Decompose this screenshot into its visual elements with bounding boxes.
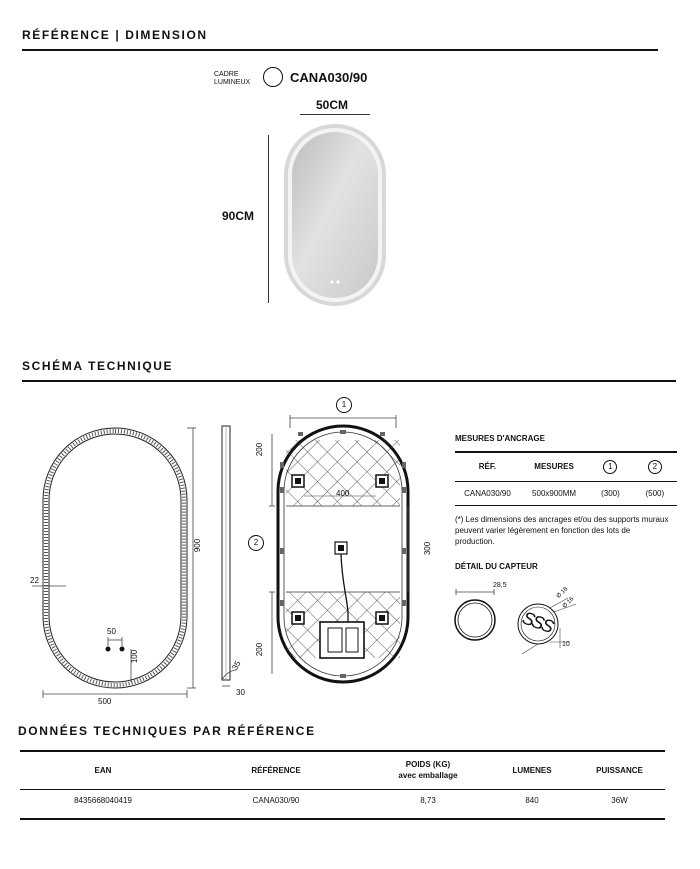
tech-header-row: [20, 752, 665, 789]
sensor-logo-icon: SSS: [519, 607, 555, 637]
width-label: 50CM: [316, 98, 349, 112]
table-bottom-rule: [20, 818, 665, 820]
anchorage-header-mesures: MESURES: [534, 462, 574, 472]
height-dimension-line: [268, 135, 269, 303]
front-height-dim: 900: [193, 538, 203, 553]
front-width-dim: 500: [98, 697, 112, 706]
offset-dim: 22: [30, 576, 39, 585]
tech-header-lumenes: LUMENES: [512, 765, 552, 775]
capteur-d18-dim: Ø 18: [555, 586, 570, 600]
callout-1-icon: 1: [603, 460, 617, 474]
callout-2-icon: 2: [248, 535, 264, 551]
anchor-top-dim: 200: [255, 442, 265, 457]
height-label: 90CM: [222, 209, 255, 223]
tech-cell-lumenes: 840: [525, 795, 539, 805]
tech-header-poids: [366, 752, 490, 789]
section-title-reference: RÉFÉRENCE | DIMENSION: [22, 28, 208, 42]
sensor-dot-left: [106, 647, 111, 652]
sensor-dot-right: [120, 647, 125, 652]
anchorage-header-1: [588, 453, 632, 481]
cadre-line-2: LUMINEUX: [214, 79, 251, 86]
back-view-drawing: [268, 412, 418, 694]
tech-cell-puissance: 36W: [611, 795, 628, 805]
front-view-drawing: [22, 418, 202, 708]
width-dimension-line: [300, 114, 370, 115]
callout-1-icon: 1: [336, 397, 352, 413]
reference-code: CANA030/90: [290, 70, 368, 85]
anchor-center-dim: 300: [423, 541, 433, 556]
tech-header-ean: EAN: [94, 765, 112, 775]
anchorage-cell: (500): [645, 488, 665, 498]
capteur-width-dim: 28,5: [493, 582, 507, 589]
sensor-height-dim: 100: [130, 649, 140, 664]
anchor-bottom-dim: 200: [255, 642, 265, 657]
anchorage-note: (*) Les dimensions des ancrages et/ou des supports muraux peuvent varier légèrement en fonction des lots de production.: [455, 515, 669, 546]
tech-header-poids-line1: POIDS (KG): [405, 760, 451, 770]
side-depth-dim: 30: [236, 688, 245, 697]
tech-cell-ean: 8435668040419: [74, 795, 132, 805]
side-angle-dim: 35: [230, 659, 243, 672]
frame-circle-icon: [263, 67, 283, 87]
cadre-line-1: CADRE: [214, 71, 239, 78]
tech-header-poids-line2: avec emballage: [398, 771, 458, 781]
anchorage-cell: (300): [601, 488, 620, 498]
section-divider: [22, 380, 676, 382]
anchorage-cell: 500x900MM: [532, 488, 577, 498]
mirror-illustration: [280, 122, 390, 308]
tech-cell-reference: CANA030/90: [252, 795, 300, 805]
tech-header-puissance: PUISSANCE: [596, 765, 643, 775]
tech-header-reference: RÉFÉRENCE: [251, 765, 301, 775]
sensor-spacing-dim: 50: [107, 627, 116, 636]
section-title-schema: SCHÉMA TECHNIQUE: [22, 359, 174, 373]
section-divider: [22, 49, 658, 51]
anchorage-title: MESURES D'ANCRAGE: [455, 434, 545, 443]
side-view-drawing: [206, 418, 256, 700]
anchorage-row: [455, 481, 677, 505]
tech-row: [20, 789, 665, 811]
cadre-label: [214, 71, 250, 87]
anchorage-header-ref: RÉF.: [478, 462, 497, 472]
anchorage-table: [455, 453, 677, 506]
capteur-d16-dim: Ø 16: [561, 596, 576, 610]
anchorage-header-2: [633, 453, 677, 481]
capteur-10-dim: 10: [562, 641, 570, 648]
tech-table: [20, 752, 665, 811]
tech-cell-poids: 8,73: [420, 795, 436, 805]
section-title-data: DONNÉES TECHNIQUES PAR RÉFÉRENCE: [18, 724, 316, 738]
callout-2-icon: 2: [648, 460, 662, 474]
anchor-inner-width-dim: 400: [336, 489, 350, 498]
capteur-title: DÉTAIL DU CAPTEUR: [455, 562, 538, 571]
anchorage-cell: CANA030/90: [464, 488, 511, 498]
anchorage-header-row: [455, 453, 677, 481]
